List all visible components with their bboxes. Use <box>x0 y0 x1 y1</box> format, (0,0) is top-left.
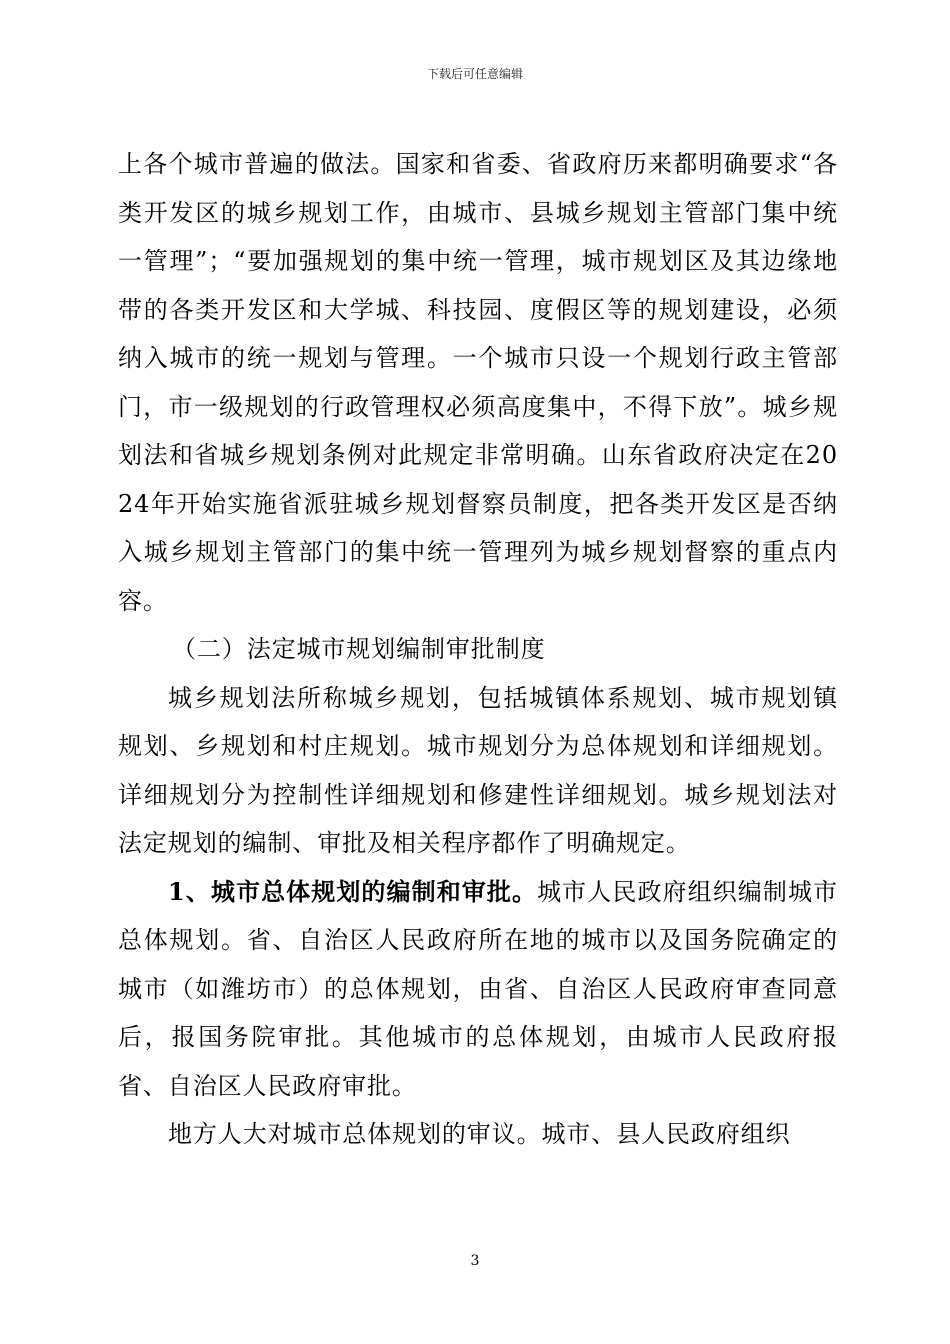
master-plan-subheading: 1、城市总体规划的编制和审批。 <box>168 876 538 906</box>
document-body <box>118 140 838 1159</box>
section-heading-planning-approval: （二）法定城市规划编制审批制度 <box>172 635 546 663</box>
page-header: 下载后可任意编辑 <box>426 67 523 81</box>
paragraph-planning-types: 城乡规划法所称城乡规划，包括城镇体系规划、城市规划镇规划、乡规划和村庄规划。城市规划分为总体规划和详细规划。详细规划分为控制性详细规划和修建性详细规划。城乡规划法对法定规划的编制、审批及相关程序都作了明确规定。 <box>118 683 838 857</box>
master-plan-text: 城市人民政府组织编制城市总体规划。省、自治区人民政府所在地的城市以及国务院确定的城市（如潍坊市）的总体规划，由省、自治区人民政府审查同意后，报国务院审批。其他城市的总体规划，由城市人民政府报省、自治区人民政府审批。 <box>118 877 838 1100</box>
paragraph-development-zones: 上各个城市普遍的做法。国家和省委、省政府历来都明确要求“各类开发区的城乡规划工作，由城市、县城乡规划主管部门集中统一管理”；“要加强规划的集中统一管理，城市规划区及其边缘地带的各类开发区和大学城、科技园、度假区等的规划建设，必须纳入城市的统一规划与管理。一个城市只设一个规划行政主管部门，市一级规划的行政管理权必须高度集中，不得下放”。城乡规划法和省城乡规划条例对此规定非常明确。山东省政府决定在2024年开始实施省派驻城乡规划督察员制度，把各类开发区是否纳入城乡规划主管部门的集中统一管理列为城乡规划督察的重点内容。 <box>118 150 838 615</box>
paragraph-master-plan <box>118 868 838 1111</box>
page-number: 3 <box>470 1253 480 1269</box>
paragraph-local-congress-review: 地方人大对城市总体规划的审议。城市、县人民政府组织 <box>168 1120 791 1148</box>
